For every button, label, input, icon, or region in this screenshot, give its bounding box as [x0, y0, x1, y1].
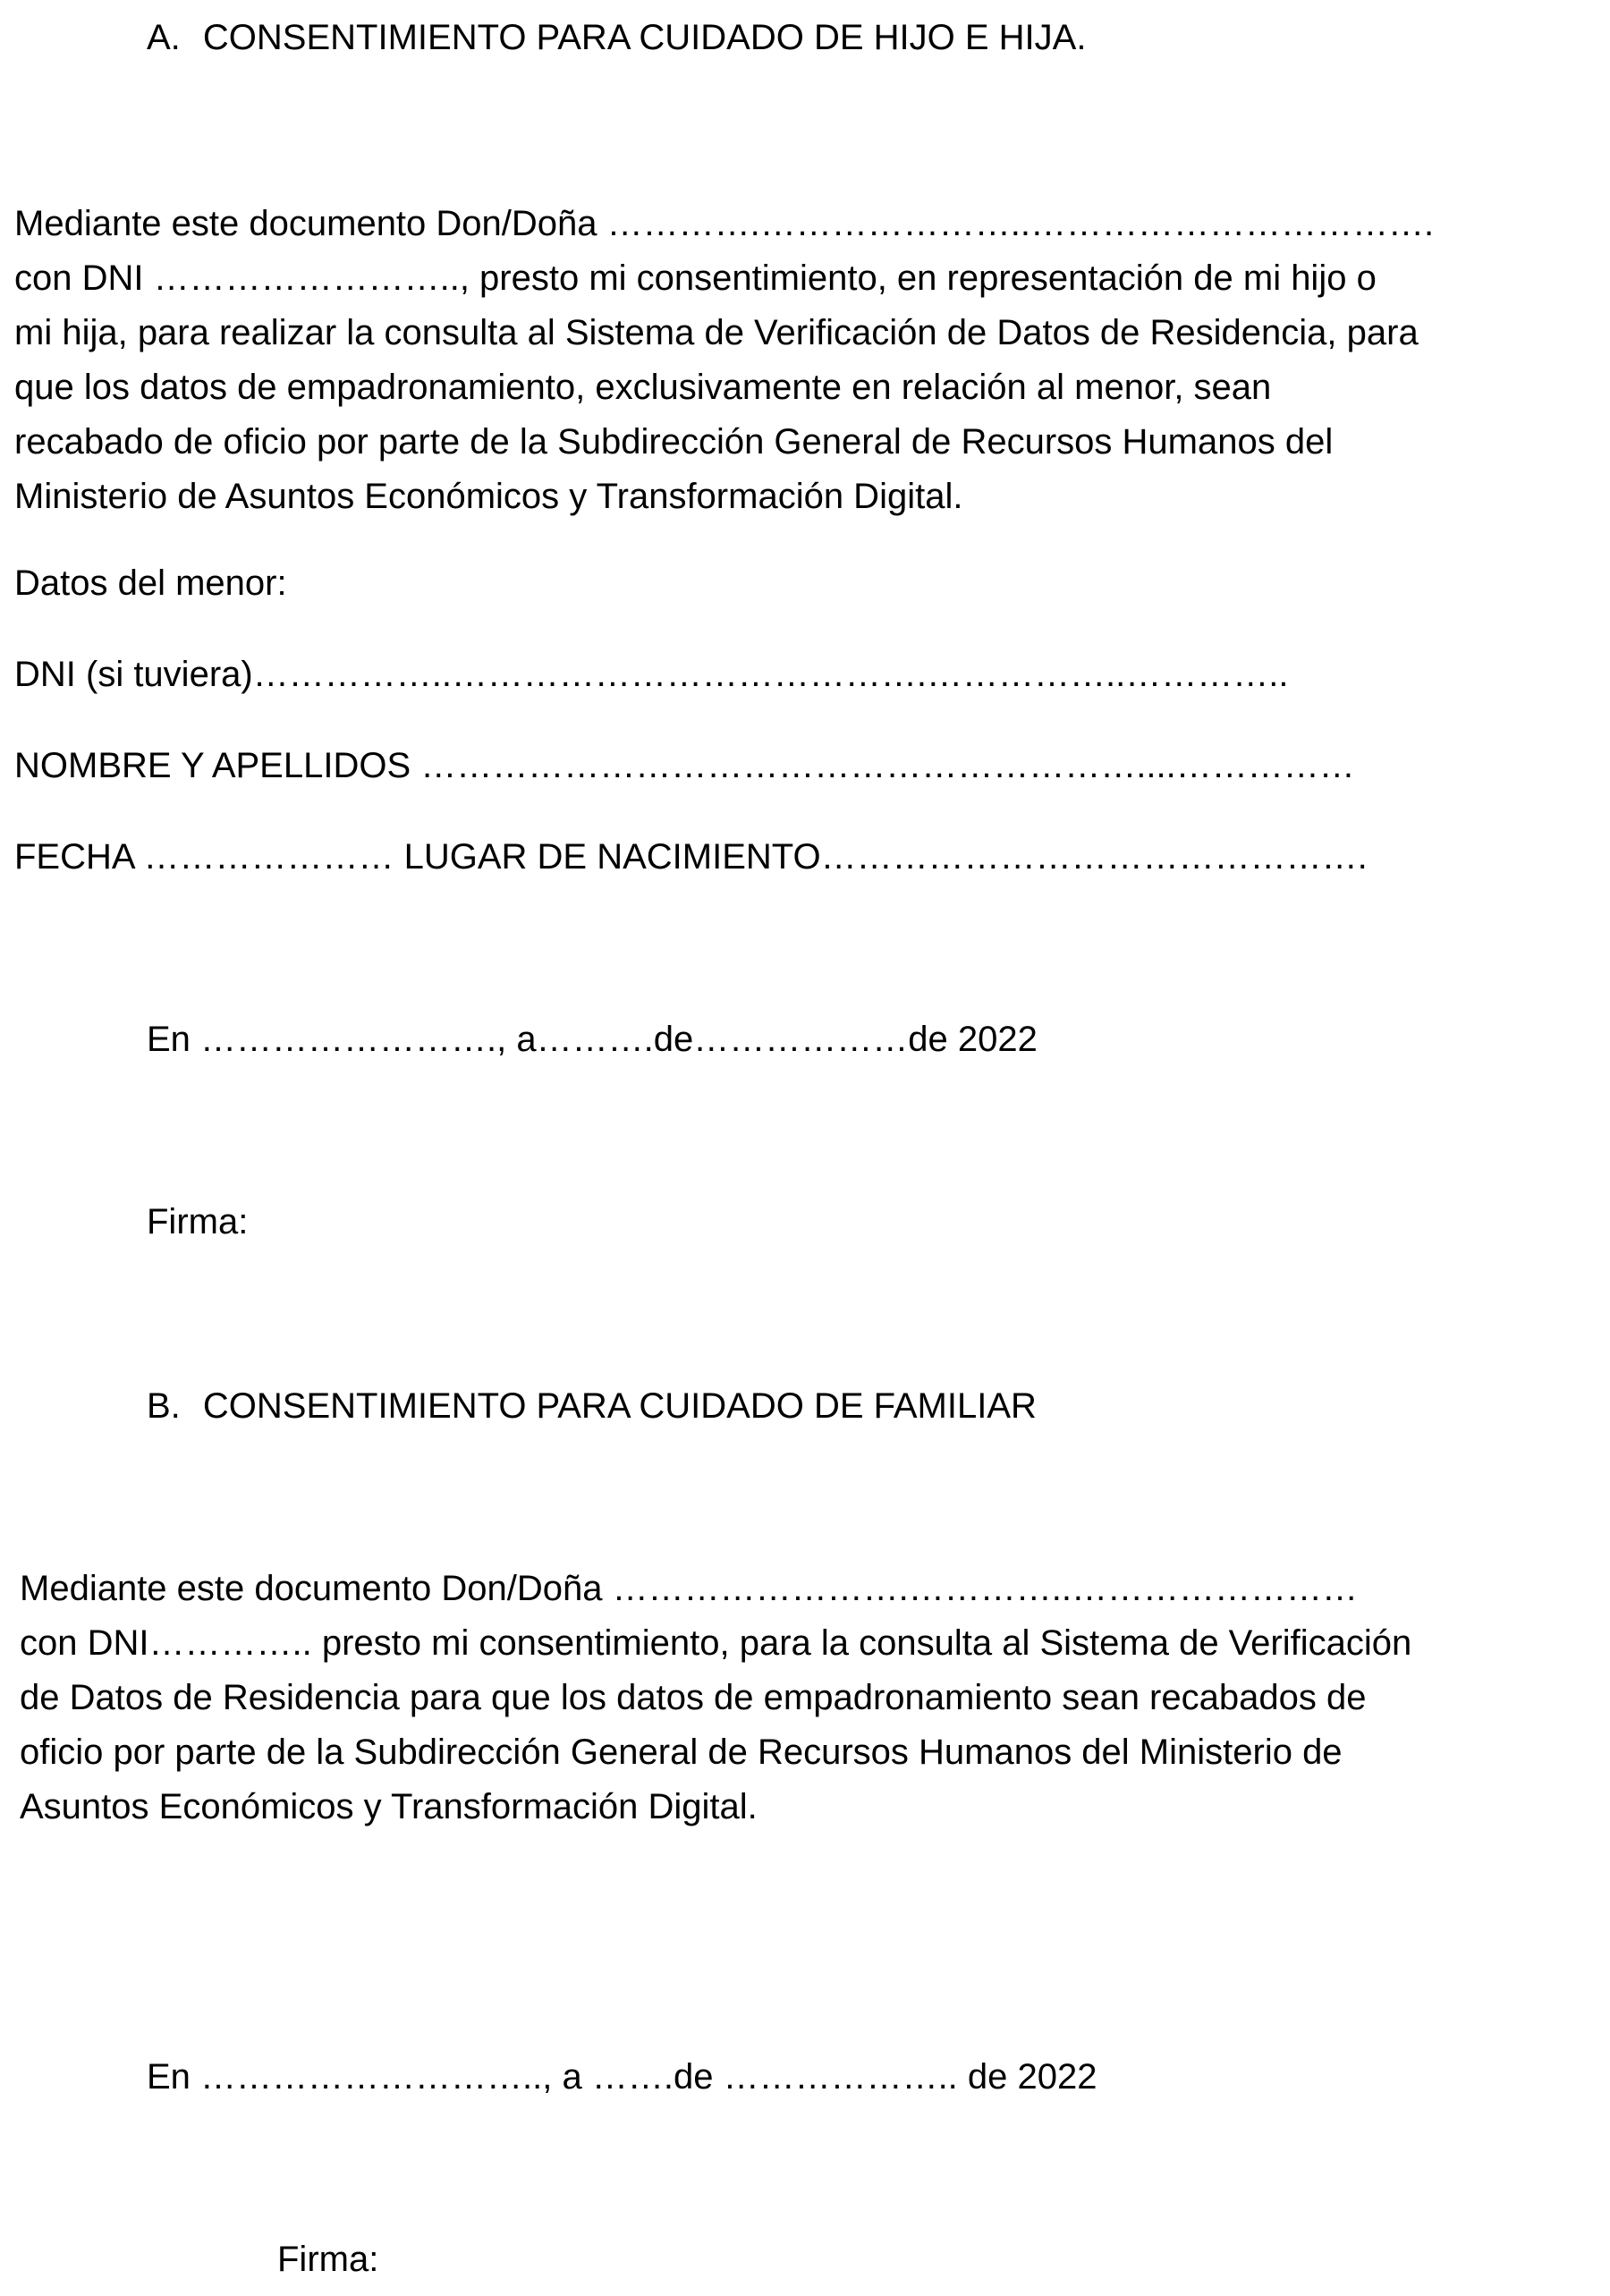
section-a-letter: A.: [147, 18, 181, 57]
section-a-paragraph-line: que los datos de empadronamiento, exclusivamente en relación al menor, sean: [14, 368, 1272, 407]
minor-birth-date-place-field: FECHA ………………… LUGAR DE NACIMIENTO……………………………………….: [14, 837, 1368, 877]
section-a-title: CONSENTIMIENTO PARA CUIDADO DE HIJO E HIJA.: [202, 18, 1087, 57]
section-b-signature-label: Firma:: [277, 2240, 379, 2279]
section-a-date-line: En ……………………., a……….de………………de 2022: [147, 1020, 1038, 1059]
section-b-paragraph-line: Mediante este documento Don/Doña …………………….…………..……………………: [20, 1569, 1358, 1608]
section-a-signature-label: Firma:: [147, 1202, 249, 1241]
section-b-paragraph-line: oficio por parte de la Subdirección General de Recursos Humanos del Ministerio de: [20, 1733, 1343, 1772]
section-a-paragraph: [14, 197, 1596, 524]
minor-name-field: NOMBRE Y APELLIDOS ……………………………………………………....……………: [14, 746, 1355, 785]
section-b-paragraph: [20, 1562, 1596, 1834]
section-b-letter: B.: [147, 1386, 181, 1426]
section-a-paragraph-line: mi hija, para realizar la consulta al Sistema de Verificación de Datos de Residencia, para: [14, 313, 1419, 352]
section-b-paragraph-line: con DNI………….. presto mi consentimiento, para la consulta al Sistema de Verificación: [20, 1623, 1412, 1663]
section-b-title: CONSENTIMIENTO PARA CUIDADO DE FAMILIAR: [202, 1386, 1037, 1426]
section-a-heading: [147, 16, 1086, 59]
section-a-paragraph-line: Ministerio de Asuntos Económicos y Transformación Digital.: [14, 477, 963, 516]
section-b-date-line: En ……………………….., a …….de ……………….. de 2022: [147, 2057, 1097, 2097]
minor-data-label: Datos del menor:: [14, 563, 287, 603]
section-a-paragraph-line: con DNI …………………….., presto mi consentimiento, en representación de mi hijo o: [14, 258, 1377, 298]
section-b-paragraph-line: Asuntos Económicos y Transformación Digital.: [20, 1787, 758, 1826]
section-a-paragraph-line: recabado de oficio por parte de la Subdirección General de Recursos Humanos del: [14, 422, 1334, 462]
minor-dni-field: DNI (si tuviera)……………..………………………………….……………..…………..: [14, 655, 1289, 694]
section-b-paragraph-line: de Datos de Residencia para que los datos de empadronamiento sean recabados de: [20, 1678, 1367, 1717]
section-b-heading: [147, 1385, 1037, 1428]
section-a-paragraph-line: Mediante este documento Don/Doña ………….…………………..…………………………….: [14, 204, 1435, 243]
